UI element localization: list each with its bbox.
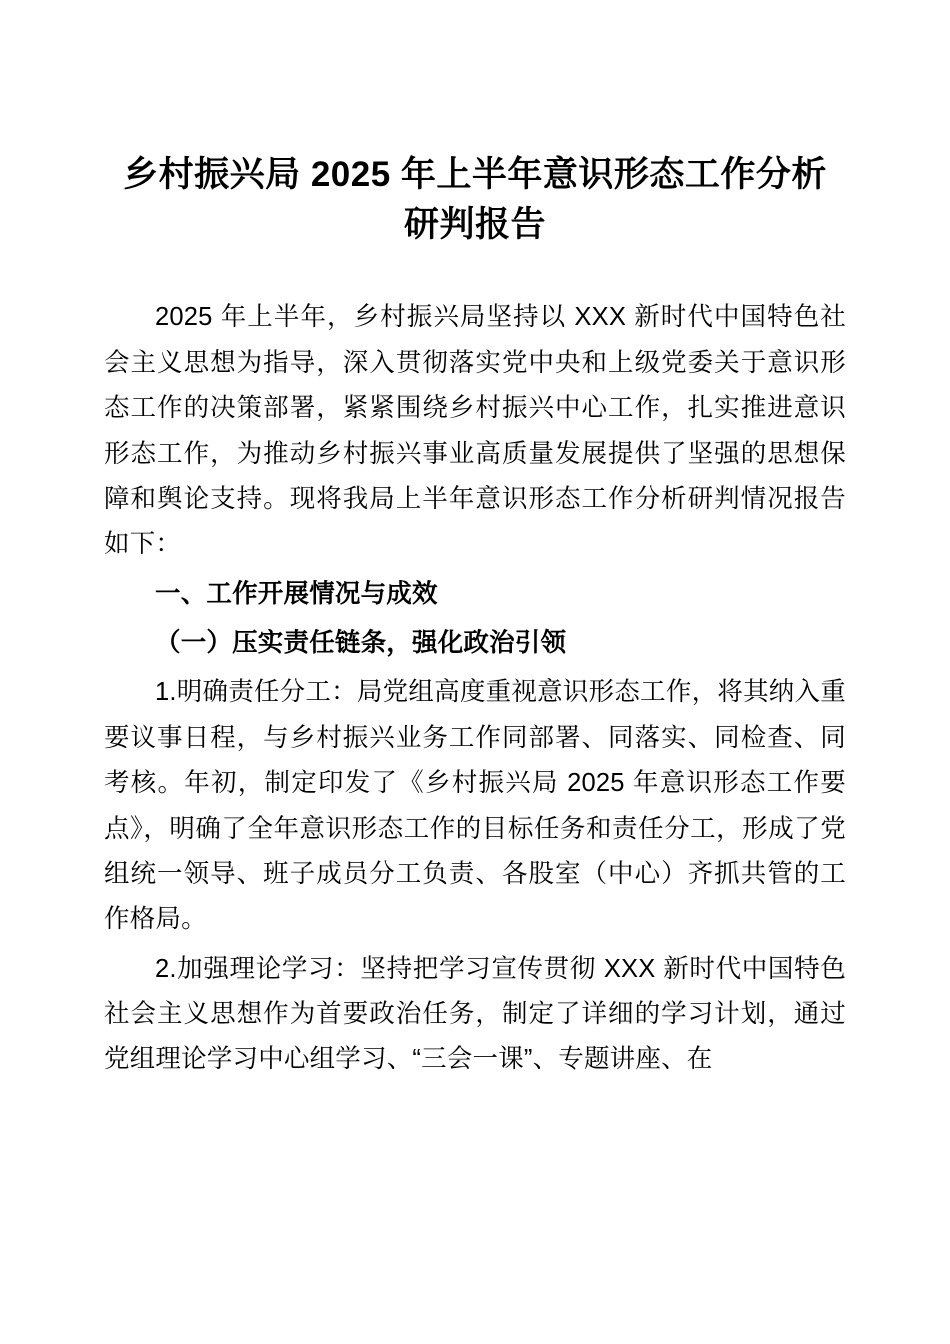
paragraph-item-1: 1.明确责任分工：局党组高度重视意识形态工作，将其纳入重要议事日程，与乡村振兴业务工作同部署、同落实、同检查、同考核。年初，制定印发了《乡村振兴局 2025 年意识形态工作要点》，明确了全年意识形态工作的目标任务和责任分工，形成了党组统一领导、班子成员分工负责、各股室（中心）齐抓共管的工作格局。 (104, 678, 846, 934)
paragraph-intro: 2025 年上半年，乡村振兴局坚持以 XXX 新时代中国特色社会主义思想为指导，深入贯彻落实党中央和上级党委关于意识形态工作的决策部署，紧紧围绕乡村振兴中心工作，扎实推进意识形态工作，为推动乡村振兴事业高质量发展提供了坚强的思想保障和舆论支持。现将我局上半年意识形态工作分析研判情况报告如下： (104, 303, 846, 559)
page-title: 乡村振兴局 2025 年上半年意识形态工作分析研判报告 (123, 155, 827, 244)
paragraph-item-2: 2.加强理论学习：坚持把学习宣传贯彻 XXX 新时代中国特色社会主义思想作为首要政治任务，制定了详细的学习计划，通过党组理论学习中心组学习、“三会一课”、专题讲座、在 (104, 954, 846, 1074)
paragraph-section-1-1: （一）压实责任链条，强化政治引领 (155, 629, 567, 657)
paragraph-section-1: 一、工作开展情况与成效 (155, 579, 438, 608)
